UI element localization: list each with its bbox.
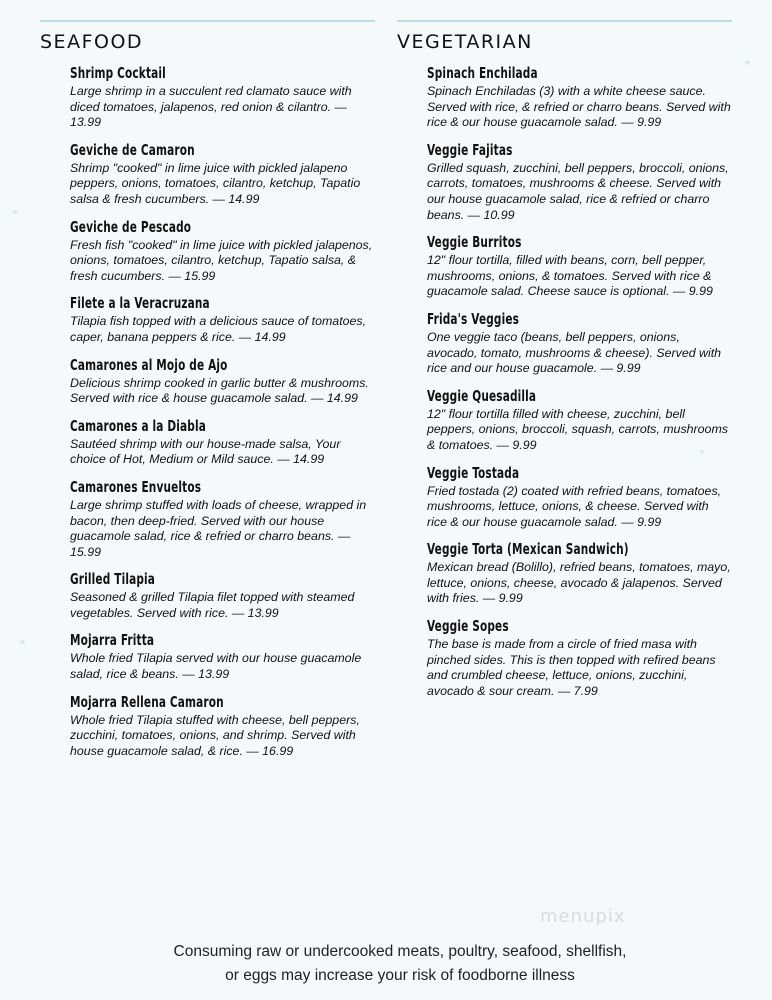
menu-item: [70, 691, 375, 760]
menu-item-name: Mojarra Fritta: [70, 631, 155, 650]
menu-item: [427, 231, 732, 300]
seafood-column: [40, 0, 375, 767]
disclaimer-line-2: or eggs may increase your risk of foodborne illness: [225, 967, 575, 984]
menu-item-description: Seasoned & grilled Tilapia filet topped with steamed vegetables. Served with rice. — 13.99: [70, 590, 355, 620]
menu-item-name: Grilled Tilapia: [70, 570, 156, 589]
menu-item-name: Mojarra Rellena Camaron: [70, 692, 224, 711]
menu-item: [70, 415, 375, 468]
seafood-item-list: [70, 62, 375, 759]
menu-item-description: Sautéed shrimp with our house-made salsa, Your choice of Hot, Medium or Mild sauce. — 14.99: [70, 436, 341, 467]
menu-item: [427, 462, 732, 531]
allergy-disclaimer: [120, 940, 680, 988]
menupix-watermark: menupix: [540, 906, 626, 927]
menu-item-name: Camarones al Mojo de Ajo: [70, 355, 228, 374]
menu-item: [427, 615, 732, 699]
menu-item-description: The base is made from a circle of fried masa with pinched sides. This is then topped with refired beans and crumbled cheese, lettuce, onions, zucchini, avocado & sour cream. — 7.99: [427, 637, 716, 698]
menu-item-name: Geviche de Pescado: [70, 217, 192, 236]
texture-speck: [20, 640, 25, 644]
menu-item-description: Mexican bread (Bolillo), refried beans, tomatoes, mayo, lettuce, onions, cheese, avocado & jalapenos. Served with fries. — 9.99: [427, 560, 731, 606]
menu-item: [427, 139, 732, 223]
menu-item-name: Filete a la Veracruzana: [70, 294, 210, 313]
menu-item: [70, 568, 375, 621]
menu-item-description: 12" flour tortilla, filled with beans, corn, bell pepper, mushrooms, onions, & tomatoes. Served with rice & guacamole salad. Cheese sauce is optional. — 9.99: [427, 253, 713, 299]
menu-item-description: Tilapia fish topped with a delicious sauce of tomatoes, caper, banana peppers & rice. — 14.99: [70, 314, 367, 344]
menu-item: [70, 292, 375, 345]
menu-item-name: Geviche de Camaron: [70, 140, 195, 159]
texture-speck: [745, 60, 750, 65]
menu-item: [427, 308, 732, 377]
menu-item-description: Grilled squash, zucchini, bell peppers, broccoli, onions, carrots, tomatoes, mushrooms & cheese. Served with our house guacamole salad, rice & refried or charro beans. — 10.99: [427, 160, 729, 222]
menu-item-name: Veggie Sopes: [427, 617, 509, 636]
menu-item-description: Whole fried Tilapia served with our house guacamole salad, rice & beans. — 13.99: [70, 651, 362, 682]
menu-item-name: Veggie Burritos: [427, 233, 522, 252]
menu-item-name: Shrimp Cocktail: [70, 64, 166, 82]
menu-item-name: Frida's Veggies: [427, 309, 520, 328]
texture-speck: [12, 210, 18, 214]
menu-item-description: Whole fried Tilapia stuffed with cheese, bell peppers, zucchini, tomatoes, onions, and shrimp. Served with house guacamole salad, & rice. — 16.99: [70, 712, 360, 758]
menu-item-description: Spinach Enchiladas (3) with a white cheese sauce. Served with rice, & refried or charro beans. Served with rice & our house guacamole salad. — 9.99: [427, 84, 731, 130]
menu-item-description: Shrimp "cooked" in lime juice with pickled jalapeno peppers, onions, tomatoes, cilantro, ketchup, Tapatio salsa & fresh cucumbers. — 14.99: [70, 160, 361, 206]
menu-item-name: Veggie Tostada: [427, 463, 520, 482]
seafood-heading: SEAFOOD: [40, 31, 144, 53]
menu-item: [70, 629, 375, 682]
vegetarian-heading: VEGETARIAN: [397, 31, 533, 53]
section-divider: [40, 20, 375, 22]
disclaimer-line-1: Consuming raw or undercooked meats, poultry, seafood, shellfish,: [173, 943, 627, 960]
section-divider: [397, 20, 732, 22]
menu-item-description: Fresh fish "cooked" in lime juice with pickled jalapenos, onions, tomatoes, cilantro, ketchup, Tapatio salsa, & fresh cucumbers. — 15.99: [70, 237, 373, 283]
menu-item-description: 12" flour tortilla filled with cheese, zucchini, bell peppers, onions, broccoli, squash, carrots, mushrooms & tomatoes. — 9.99: [427, 406, 728, 452]
menu-item-description: Large shrimp stuffed with loads of cheese, wrapped in bacon, then deep-fried. Served with our house guacamole salad, rice & refried or charro beans. — 15.99: [70, 497, 367, 559]
vegetarian-column: [397, 0, 732, 707]
menu-item-name: Veggie Quesadilla: [427, 386, 537, 405]
menu-item: [427, 62, 732, 131]
menu-item-name: Camarones Envueltos: [70, 477, 202, 496]
menu-item: [70, 139, 375, 208]
menu-item: [70, 62, 375, 131]
menu-item: [70, 216, 375, 285]
menu-item-description: Fried tostada (2) coated with refried beans, tomatoes, mushrooms, lettuce, onions, & cheese. Served with rice & our house guacamole salad. — 9.99: [427, 483, 722, 529]
menu-item-name: Veggie Torta (Mexican Sandwich): [427, 540, 629, 559]
menu-item-description: Delicious shrimp cooked in garlic butter & mushrooms. Served with rice & house guacamole salad. — 14.99: [70, 375, 369, 406]
menu-item-name: Veggie Fajitas: [427, 140, 513, 159]
menu-item-description: Large shrimp in a succulent red clamato sauce with diced tomatoes, jalapenos, red onion & cilantro. — 13.99: [70, 84, 352, 130]
menu-item: [70, 354, 375, 407]
vegetarian-item-list: [427, 62, 732, 699]
menu-item-description: One veggie taco (beans, bell peppers, onions, avocado, tomato, mushrooms & cheese). Served with rice and our house guacamole. — 9.99: [427, 329, 722, 376]
menu-item: [70, 476, 375, 560]
menu-item-name: Camarones a la Diabla: [70, 416, 206, 435]
menu-item: [427, 538, 732, 607]
menu-item-name: Spinach Enchilada: [427, 64, 538, 82]
menu-item: [427, 385, 732, 454]
